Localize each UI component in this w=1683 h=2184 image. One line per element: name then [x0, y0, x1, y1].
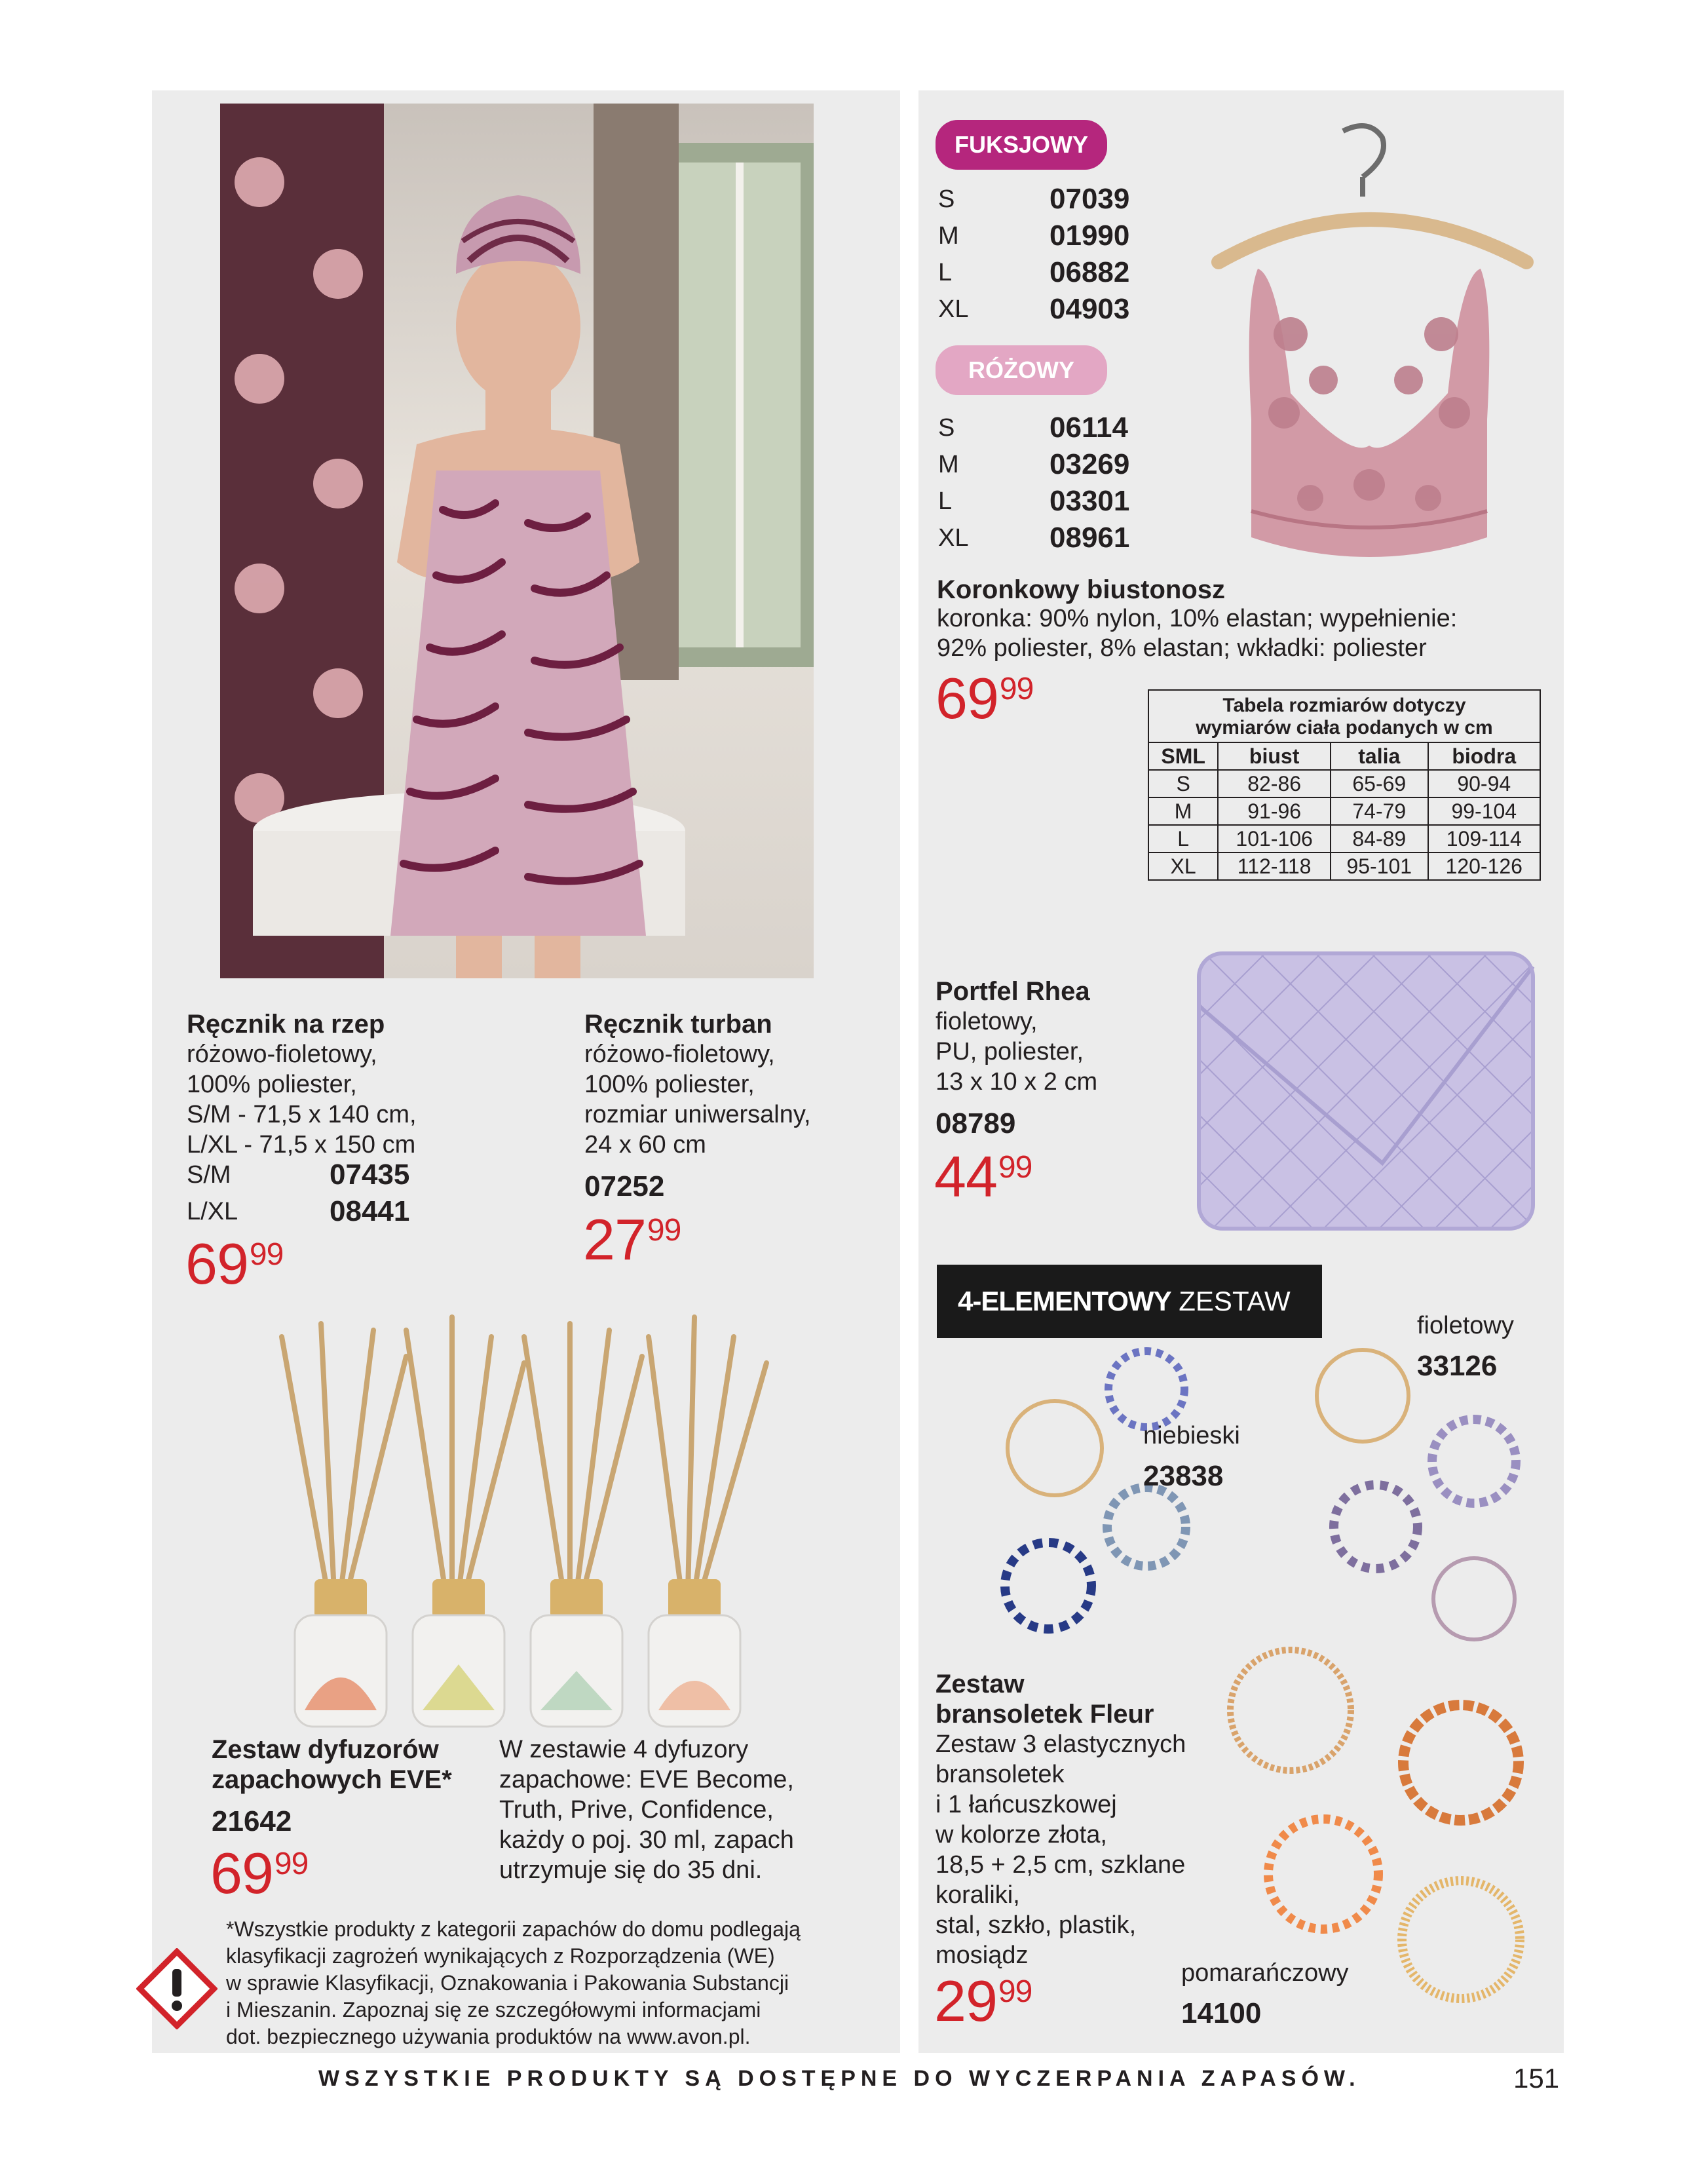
diffusers-desc-line-3: Truth, Prive, Confidence, [499, 1796, 774, 1824]
variant-orange-code: 14100 [1181, 1997, 1262, 2029]
product-code: 03269 [1050, 448, 1130, 480]
size-table-cell: 112-118 [1218, 853, 1331, 879]
price-main: 27 [583, 1207, 646, 1272]
variant-violet-code: 33126 [1417, 1350, 1498, 1382]
bracelets-desc-line-1: Zestaw 3 elastycznych [936, 1731, 1186, 1758]
size-table-row [1149, 825, 1540, 853]
price-main: 29 [934, 1968, 997, 2033]
product-code: 08441 [330, 1195, 410, 1227]
size-table-cell: XL [1149, 853, 1218, 879]
size-label: S [938, 414, 955, 442]
variant-orange-label: pomarańczowy [1181, 1959, 1349, 1987]
pink-codes [938, 411, 1154, 555]
towel-model-illustration [220, 104, 814, 978]
size-table-cell: 99-104 [1428, 797, 1540, 825]
page-number: 151 [1513, 2063, 1560, 2094]
disclaimer-line: klasyfikacji zagrożeń wynikających z Rozporządzenia (WE) [226, 1944, 775, 1968]
size-table-cell: M [1149, 797, 1218, 825]
diffusers-photo [242, 1311, 799, 1730]
towel-wrap-desc-line-2: 100% poliester, [187, 1071, 357, 1098]
product-code: 07435 [330, 1159, 410, 1191]
size-label: L/XL [187, 1198, 238, 1225]
bracelets-desc-line-5: 18,5 + 2,5 cm, szklane [936, 1851, 1186, 1879]
towel-turban-desc-line-2: 100% poliester, [584, 1071, 755, 1098]
size-table-cell: 74-79 [1331, 797, 1428, 825]
size-table-cell: 82-86 [1218, 770, 1331, 797]
bra-title: Koronkowy biustonosz [937, 575, 1225, 604]
product-code: 07039 [1050, 183, 1130, 215]
size-label: M [938, 222, 959, 250]
variant-violet-label: fioletowy [1417, 1312, 1514, 1339]
size-label: S [938, 185, 955, 213]
price-cents: 99 [249, 1237, 284, 1272]
hazard-warning-icon [136, 1948, 217, 2029]
wallet-title: Portfel Rhea [936, 977, 1090, 1006]
product-code: 04903 [1050, 293, 1130, 325]
diffusers-title-line-1: Zestaw dyfuzorów [212, 1735, 439, 1764]
product-code: 08961 [1050, 522, 1130, 554]
size-table-row [1149, 853, 1540, 879]
diffusers-illustration [242, 1311, 799, 1730]
size-table-cell: 120-126 [1428, 853, 1540, 879]
size-table-caption-line-2: wymiarów ciała podanych w cm [1196, 717, 1493, 738]
towel-turban-code: 07252 [584, 1170, 665, 1202]
towel-wrap-desc-line-3: S/M - 71,5 x 140 cm, [187, 1101, 417, 1128]
wallet-price [934, 1144, 1032, 1209]
exclamation-diamond-icon [136, 1948, 217, 2029]
size-table-caption-line-1: Tabela rozmiarów dotyczy [1222, 695, 1466, 716]
size-table-header: talia [1331, 742, 1428, 770]
size-table-cell: 91-96 [1218, 797, 1331, 825]
size-table-cell: 84-89 [1331, 825, 1428, 853]
size-table-cell: 95-101 [1331, 853, 1428, 879]
wallet-desc-line-1: fioletowy, [936, 1008, 1038, 1035]
bra-desc-line-1: koronka: 90% nylon, 10% elastan; wypełnienie: [937, 605, 1458, 632]
towel-turban-desc-line-3: rozmiar uniwersalny, [584, 1101, 811, 1128]
disclaimer-line: i Mieszanin. Zapoznaj się ze szczegółowymi informacjami [226, 1998, 761, 2021]
disclaimer-line: w sprawie Klasyfikacji, Oznakowania i Pakowania Substancji [226, 1971, 789, 1995]
towel-wrap-codes [187, 1158, 434, 1229]
variant-badge-pink: RÓŻOWY [936, 345, 1107, 395]
product-code: 03301 [1050, 485, 1130, 517]
bra-desc-line-2: 92% poliester, 8% elastan; wkładki: poliester [937, 634, 1427, 662]
price-main: 69 [185, 1231, 248, 1296]
bra-price [936, 666, 1034, 731]
towel-wrap-desc-line-1: różowo-fioletowy, [187, 1041, 377, 1068]
diffusers-code: 21642 [212, 1805, 292, 1837]
size-table-cell: 109-114 [1428, 825, 1540, 853]
banner-bold-text: 4-ELEMENTOWY [958, 1286, 1171, 1316]
towel-model-photo [220, 104, 814, 978]
size-table-cell: 65-69 [1331, 770, 1428, 797]
diffusers-price [210, 1841, 309, 1906]
size-table-header: SML [1149, 742, 1218, 770]
diffusers-title-line-2: zapachowych EVE* [212, 1765, 452, 1794]
size-table [1149, 742, 1540, 879]
bracelets-desc-line-4: w kolorze złota, [936, 1821, 1107, 1849]
towel-turban-desc-line-1: różowo-fioletowy, [584, 1041, 775, 1068]
size-label: XL [938, 296, 969, 323]
lace-bra-illustration [1179, 118, 1559, 590]
price-main: 69 [936, 666, 998, 731]
size-table-header-row [1149, 742, 1540, 770]
bracelets-desc-line-6: koraliki, [936, 1881, 1020, 1909]
price-cents: 99 [647, 1213, 681, 1248]
wallet-desc-line-3: 13 x 10 x 2 cm [936, 1068, 1098, 1096]
price-main: 69 [210, 1841, 273, 1906]
size-table-box [1148, 689, 1541, 881]
price-main: 44 [934, 1144, 997, 1209]
towel-turban-price [583, 1207, 681, 1272]
size-label: L [938, 259, 953, 286]
size-table-cell: 101-106 [1218, 825, 1331, 853]
towel-turban-title: Ręcznik turban [584, 1010, 772, 1039]
bracelets-desc-line-7: stal, szkło, plastik, [936, 1911, 1137, 1939]
product-code: 06882 [1050, 256, 1130, 288]
lace-bra-photo [1179, 118, 1559, 590]
bracelets-desc-line-3: i 1 łańcuszkowej [936, 1791, 1117, 1818]
size-table-row [1149, 770, 1540, 797]
product-code: 01990 [1050, 220, 1130, 252]
towel-wrap-title: Ręcznik na rzep [187, 1010, 385, 1039]
fuchsia-codes [938, 182, 1154, 326]
footer-note: WSZYSTKIE PRODUKTY SĄ DOSTĘPNE DO WYCZERPANIA ZAPASÓW. [318, 2066, 1361, 2091]
size-table-cell: L [1149, 825, 1218, 853]
bracelets-banner [937, 1265, 1322, 1338]
diffusers-desc-line-4: każdy o poj. 30 ml, zapach [499, 1826, 794, 1854]
diffusers-desc-line-1: W zestawie 4 dyfuzory [499, 1736, 749, 1763]
disclaimer [226, 1916, 801, 2050]
price-cents: 99 [274, 1847, 309, 1881]
price-cents: 99 [999, 672, 1034, 706]
banner-text: ZESTAW [1179, 1286, 1291, 1316]
price-cents: 99 [998, 1974, 1032, 2009]
variant-blue-label: niebieski [1143, 1422, 1240, 1449]
size-table-row [1149, 797, 1540, 825]
diffusers-desc-line-5: utrzymuje się do 35 dni. [499, 1856, 763, 1884]
wallet-code: 08789 [936, 1107, 1016, 1140]
towel-turban-desc-line-4: 24 x 60 cm [584, 1131, 706, 1159]
variant-badge-fuchsia: FUKSJOWY [936, 120, 1107, 170]
size-label: S/M [187, 1161, 231, 1189]
price-cents: 99 [998, 1150, 1032, 1185]
towel-wrap-price [185, 1231, 284, 1296]
size-table-header: biodra [1428, 742, 1540, 770]
wallet-illustration [1179, 927, 1546, 1248]
wallet-desc-line-2: PU, poliester, [936, 1038, 1084, 1065]
variant-blue-code: 23838 [1143, 1460, 1224, 1492]
bracelets-desc-line-8: mosiądz [936, 1942, 1029, 1969]
wallet-photo [1179, 927, 1546, 1248]
size-table-cell: S [1149, 770, 1218, 797]
bracelets-title-line-1: Zestaw [936, 1670, 1025, 1698]
size-label: XL [938, 524, 969, 552]
diffusers-desc-line-2: zapachowe: EVE Become, [499, 1766, 794, 1793]
size-label: M [938, 451, 959, 478]
bracelets-desc-line-2: bransoletek [936, 1761, 1065, 1788]
product-code: 06114 [1050, 412, 1128, 444]
bracelets-title-line-2: bransoletek Fleur [936, 1700, 1154, 1729]
size-label: L [938, 488, 953, 515]
bracelets-price [934, 1968, 1032, 2033]
towel-wrap-desc-line-4: L/XL - 71,5 x 150 cm [187, 1131, 416, 1159]
size-table-header: biust [1218, 742, 1331, 770]
size-table-cell: 90-94 [1428, 770, 1540, 797]
disclaimer-line: *Wszystkie produkty z kategorii zapachów do domu podlegają [226, 1917, 801, 1941]
disclaimer-line: dot. bezpiecznego używania produktów na www.avon.pl. [226, 2025, 751, 2048]
